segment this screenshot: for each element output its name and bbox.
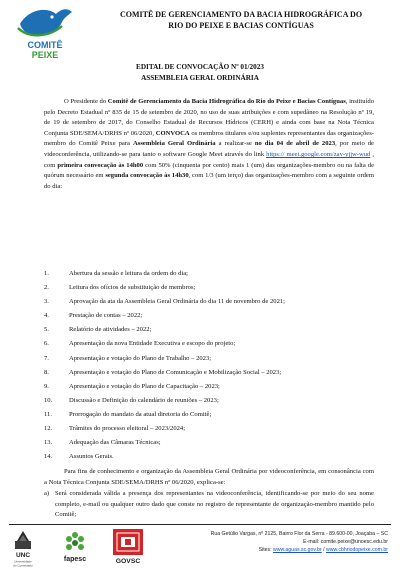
closing-paragraph: Para fins de conhecimento e organização da Assembleia Geral Ordinária por videoconferência, em consonância com a Nota Técnica Conjunta SDE/SEMA/DRHS nº 06/2020, explica-se:	[44, 468, 374, 486]
org-title-line1: COMITÊ DE GERENCIAMENTO DA BACIA HIDROGRÁFICA DO	[119, 10, 363, 19]
list-item: 14. Assuntos Gerais.	[44, 453, 114, 461]
footer-divider	[9, 524, 391, 525]
contact-info	[138, 530, 388, 554]
logo-text-line1: COMITÊ	[27, 40, 63, 50]
list-item: 5. Relatório de atividades – 2022;	[44, 326, 152, 334]
clause-a-text: Será considerada válida a presença dos representantes na videoconferência, identificando-se por meio do seu nome completo, e-mail ou qualquer outro dado que conste no registro de representante de organização-membro mantido pelo Comitê;	[55, 490, 374, 519]
edital-title-line1: EDITAL DE CONVOCAÇÃO Nº 01/2023	[136, 63, 264, 71]
logo-text-line2: PEIXE	[31, 50, 59, 60]
unc-label: UNC	[15, 552, 31, 559]
convocation-paragraph: O Presidente do Comitê de Gerenciamento da Bacia Hidrográfica do Rio do Peixe e Bacias Contíguas, instituído pelo Decreto Estadual nº 835 de 15 de setembro de 2020, no uso de suas atribuições e com supedâneo na Resolução nº 19, de 19 de setembro de 2017, do Conselho Estadual de Recursos Hídricos (CERH) e ainda com base na Nota Técnica Conjunta SDE/SEMA/DRHS nº 06/2020, CONVOCA os membros titulares e/ou suplentes representantes das organizações-membro do Comitê Peixe para Assembleia Geral Ordinária a realizar-se no dia 04 de abril de 2023, por meio de videoconferência, utilizando-se para tanto o software Google Meet através do link https:// meet.google.com/zav-yjjw-wud , com primeira convocação às 14h00 com 50% (cinquenta por cento) mais 1 (um) das organizações-membro ou na falta de quórum necessário em segunda convocação às 14h30, com 1/3 (um terço) das organizações-membro com a seguinte ordem do dia:	[44, 98, 374, 190]
unc-logo	[13, 531, 33, 568]
list-item: 11. Prorrogação do mandato da atual diretoria do Comitê;	[44, 410, 212, 418]
list-item: 8. Apresentação e votação do Plano de Comunicação e Mobilização Social – 2023;	[44, 368, 282, 376]
list-item: 13. Adequação das Câmaras Técnicas;	[44, 439, 161, 447]
clause-a-label: a)	[44, 490, 50, 497]
edital-title	[0, 62, 400, 83]
edital-title-line2: ASSEMBLEIA GERAL ORDINÁRIA	[141, 73, 259, 82]
list-item: 2. Leitura dos ofícios de substituição de membros;	[44, 284, 196, 292]
address-line: Rua Getúlio Vargas, nº 2125, Bairro Flor da Serra - 89.600-00, Joaçaba – SC	[210, 531, 388, 537]
email-line: E-mail: comite.peixe@unoesc.edu.br	[303, 539, 388, 545]
comite-peixe-logo	[12, 4, 78, 62]
site-link-cbh[interactable]: www.cbhriodopeixe.com.br	[326, 547, 388, 553]
list-item: 7. Apresentação e votação do Plano de Trabalho – 2023;	[44, 354, 212, 362]
list-item: 10. Discussão e Definição do calendário de reuniões – 2023;	[44, 396, 219, 404]
govsc-label: GOVSC	[115, 558, 141, 565]
list-item: 1. Abertura da sessão e leitura da ordem do dia;	[44, 270, 189, 277]
site-link-aguas[interactable]: www.aguas.sc.gov.br	[273, 547, 322, 553]
list-item: 6. Apresentação da nova Entidade Executiva e escopo do projeto;	[44, 340, 236, 348]
fapesc-logo	[64, 532, 86, 563]
meet-link[interactable]: https:// meet.google.com/zav-yjjw-wud	[266, 150, 371, 158]
fish-icon	[20, 9, 72, 35]
organization-title	[96, 10, 386, 31]
email-link[interactable]: comite.peixe@unoesc.edu.br	[320, 539, 388, 545]
list-item: 4. Prestação de contas – 2022;	[44, 312, 143, 320]
list-item: 9. Apresentação e votação do Plano de Capacitação – 2023;	[44, 382, 220, 390]
list-item: 3. Aprovação da ata da Assembleia Geral Ordinária do dia 11 de novembro de 2021;	[44, 298, 285, 306]
agenda-list	[44, 267, 374, 464]
fapesc-label: fapesc	[63, 556, 87, 563]
sites-line: Sites: www.aguas.sc.gov.br / www.cbhriodopeixe.com.br	[258, 547, 388, 553]
unc-sub1: Universidade	[14, 559, 32, 564]
clause-a	[44, 489, 374, 521]
unc-sub2: do Contestado	[13, 563, 33, 568]
org-title-line2: RIO DO PEIXE E BACIAS CONTÍGUAS	[168, 20, 314, 30]
list-item: 12. Trâmites do processo eleitoral – 2023/2024;	[44, 425, 186, 433]
